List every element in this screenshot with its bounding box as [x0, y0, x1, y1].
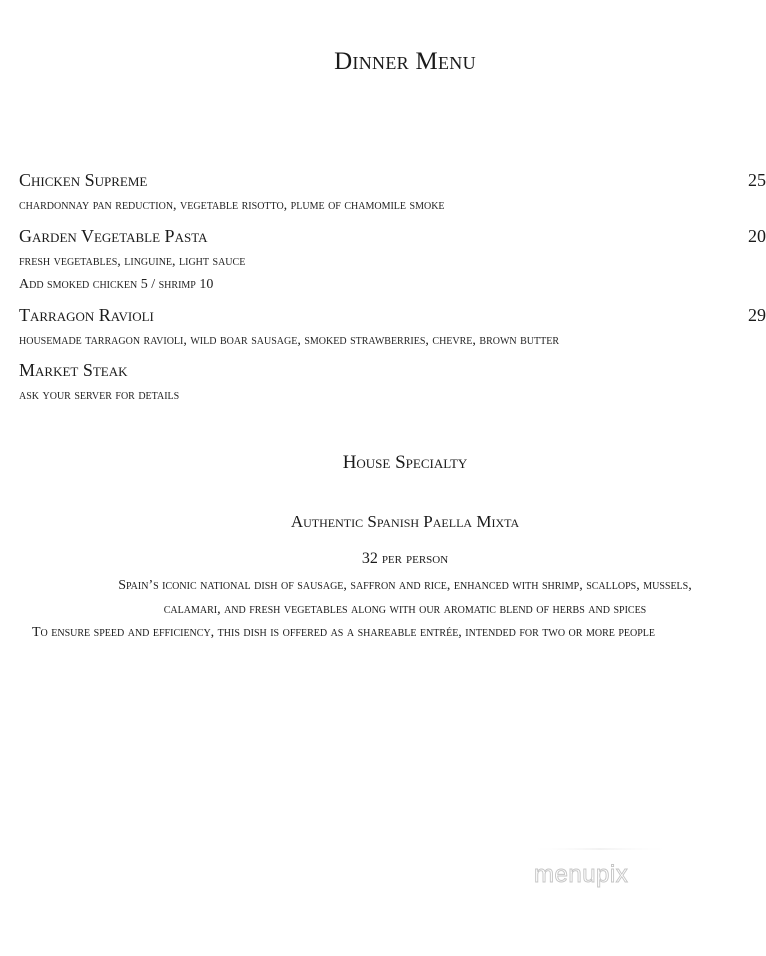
menu-item-price: 25: [748, 170, 766, 190]
specialty-note: To ensure speed and efficiency, this dish is offered as a shareable entrée, intended for two or more people: [32, 625, 656, 640]
menupix-watermark-logo: [526, 848, 674, 896]
specialty-price: 32 per person: [361, 550, 449, 567]
specialty-dish-name: Authentic Spanish Paella Mixta: [290, 512, 520, 531]
menu-title: Dinner Menu: [334, 48, 476, 75]
menu-item-name: Market Steak: [19, 360, 128, 380]
menu-item-description: ask your server for details: [19, 388, 180, 403]
specialty-description-line: Spain’s iconic national dish of sausage, saffron and rice, enhanced with shrimp, scallops, mussels,: [118, 578, 692, 593]
menu-item-price: 20: [748, 226, 766, 246]
section-heading: House Specialty: [342, 452, 468, 473]
menu-item-description: fresh vegetables, linguine, light sauce: [19, 254, 246, 269]
specialty-description-line: calamari, and fresh vegetables along with our aromatic blend of herbs and spices: [163, 602, 647, 617]
menu-item-name: Tarragon Ravioli: [19, 305, 154, 325]
menu-item-description: housemade tarragon ravioli, wild boar sausage, smoked strawberries, chevre, brown butter: [19, 333, 560, 348]
menu-item-addon: Add smoked chicken 5 / shrimp 10: [19, 277, 214, 292]
svg-text:menupix: menupix: [534, 861, 629, 888]
menu-item-description: chardonnay pan reduction, vegetable risotto, plume of chamomile smoke: [19, 198, 445, 213]
menu-item-price: 29: [748, 305, 766, 325]
menu-item-name: Garden Vegetable Pasta: [19, 226, 208, 246]
menu-item-name: Chicken Supreme: [19, 170, 148, 190]
